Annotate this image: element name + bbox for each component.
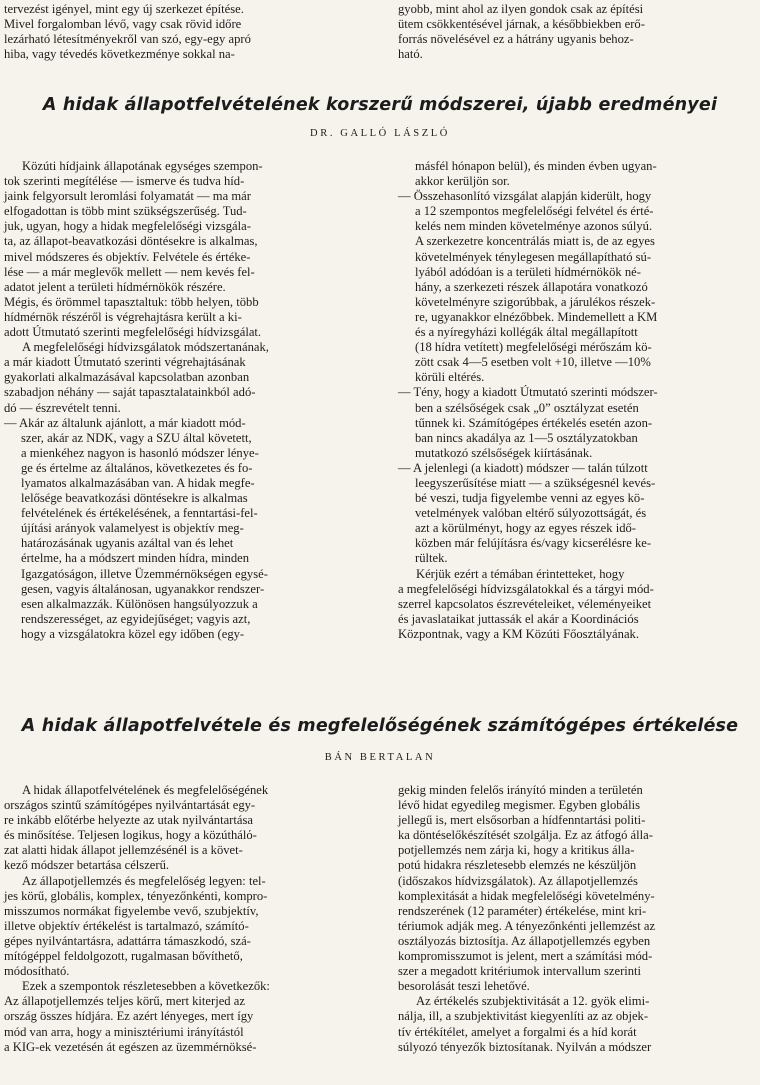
text-line: re inkább előtérbe helyezte az utak nyilvántartása	[4, 813, 253, 828]
text-line: A hidak állapotfelvételének és megfelelőségének	[22, 783, 269, 797]
text-line: szabadjon néhány — saját tapasztalatainkból adó-	[4, 385, 256, 400]
text-line: hány, a szerkezeti részek állapotára vonatkozó	[415, 279, 648, 294]
text-line: kező módszer betartása célszerű.	[4, 858, 170, 873]
text-line: és javaslataikat juttassák el akár a Koordinációs	[398, 611, 639, 626]
text-line: lyamatos alkalmazásában van. A hidak megfe-	[21, 475, 255, 490]
text-line: Mégis, és örömmel tapasztaltuk: több helyen, több	[4, 294, 259, 309]
text-line: lezárható létesítményekről van szó, egy-egy apró	[4, 32, 251, 47]
text-line: dó — észrevételt tenni.	[4, 400, 121, 415]
text-line: elfogadottan is több mint szükségszerűség. Tud-	[4, 204, 247, 219]
text-line: gépes nyilvántartásra, adattárra támaszkodó, szá-	[4, 933, 251, 948]
text-line: — Akár az általunk ajánlott, a már kiadott mód-	[4, 415, 246, 430]
text-line: körüli eltérés.	[415, 370, 485, 385]
text-line: zött csak 4—5 esetben volt +10, illetve —10%	[415, 355, 651, 370]
text-line: A szerkezetre koncentrálás miatt is, de az egyes	[415, 234, 655, 249]
text-line: jes körű, globális, komplex, tényezőnkénti, kompro-	[4, 888, 268, 903]
text-line: re, ugyanakkor elnézőbbek. Mindemellett a KM	[415, 309, 658, 324]
text-line: a megfelelőségi hídvizsgálatokkal és a tárgyi mód-	[398, 581, 654, 596]
text-line: zat alatti hidak állapot jellemzésénél is a követ-	[4, 843, 243, 858]
text-line: Mivel forgalomban lévő, vagy csak rövid időre	[4, 17, 242, 32]
text-line: Az értékelés szubjektivitását a 12. gyök elimi-	[416, 994, 650, 1009]
text-line: nálja, ill, a szubjektivitást kiegyenlíti az az objek-	[398, 1009, 649, 1024]
text-line: bé veszi, tudja figyelembe venni az egyes kö-	[415, 491, 645, 506]
text-line: ben a szélsőségek csak „0” osztályzat esetén	[415, 400, 639, 415]
text-line: gyobb, mint ahol az ilyen gondok csak az építési	[398, 2, 644, 16]
text-line: jaink felgyorsult leromlási folyamatát — ma már	[4, 189, 251, 204]
text-line: illetve objektív értékelést is tartalmazó, számító-	[4, 918, 249, 933]
text-line: módosítható.	[4, 964, 70, 979]
text-line: ge és értelme az általános, következetes és fo-	[21, 460, 253, 475]
text-line: adatot jelent a területi hídmérnökök részére.	[4, 279, 226, 294]
text-line: követelmények ténylegesen megállapítható sú-	[415, 249, 652, 264]
text-line: lelősége beavatkozási döntésekre is alkalmas	[21, 491, 248, 506]
text-line: jellegű is, mert elsősorban a hídfenntartási politi-	[398, 813, 646, 828]
text-line: besorolását teszi lehetővé.	[398, 979, 530, 994]
text-line: és a nyíregyházi kollégák által megállapított	[415, 325, 638, 340]
text-line: akkor kerüljön sor.	[415, 174, 510, 189]
text-line: Az állapotjellemzés és megfelelőség legyen: tel-	[22, 873, 266, 888]
article-2-left-column	[4, 783, 359, 1055]
text-line: értelme, ha a módszert minden hídra, minden	[21, 551, 250, 566]
text-line: felvételének és értékelésének, a fenntartási-fel-	[21, 506, 258, 521]
text-line: rendszerességet, az egyidejűséget; vagyis azt,	[21, 611, 251, 626]
text-line: potjellemzés nem zárja ki, hogy a kritikus álla-	[398, 843, 635, 858]
text-line: mivel módszeres és objektív. Felvétele és értéke-	[4, 249, 251, 264]
text-line: mítógéppel feldolgozott, rugalmasan bővíthető,	[4, 949, 243, 964]
article-2-title: A hidak állapotfelvétele és megfelelőségének számítógépes értékelése	[21, 716, 739, 736]
text-line: komplexitását a hidak megfelelőségi követelmény-	[398, 888, 655, 903]
article-1-left-column	[4, 159, 359, 642]
text-line: tervezést igényel, mint egy új szerkezet építése.	[4, 2, 244, 16]
text-line: követelményre szigorúbbak, a járulékos részek-	[415, 294, 656, 309]
text-line: A megfelelőségi hídvizsgálatok módszertanának,	[22, 340, 269, 355]
text-line: — Tény, hogy a kiadott Útmutató szerinti módszer-	[398, 385, 658, 400]
text-line: — Összehasonlító vizsgálat alapján kiderült, hogy	[398, 189, 652, 204]
text-line: azt a körülményt, hogy az egyes részek idő-	[415, 521, 637, 536]
text-line: lévő hidat egyedileg megismer. Egyben globális	[398, 798, 641, 813]
article-1-author: DR. GALLÓ LÁSZLÓ	[310, 128, 450, 139]
text-line: súlyozó tényezők biztosítanak. Nyilván a módszer	[398, 1039, 652, 1054]
text-line: másfél hónapon belül), és minden évben ugyan-	[415, 159, 657, 173]
article-1-right-column	[398, 159, 756, 642]
text-line: lyából adódóan is a területi hídmérnökök né-	[415, 264, 641, 279]
text-line: ütem csökkentésével járnak, a későbbiekben erő-	[398, 17, 645, 32]
text-line: a már kiadott Útmutató szerinti végrehajtásának	[4, 355, 246, 370]
text-line: hogy a vizsgálatokra közel egy időben (egy-	[21, 626, 245, 641]
text-line: misszumos normákat figyelembe vevő, szubjektív,	[4, 903, 259, 918]
text-line: Központnak, vagy a KM Közúti Főosztályának.	[398, 626, 639, 641]
text-line: esen alkalmazzák. Különösen hangsúlyozzuk a	[21, 596, 258, 611]
text-line: Igazgatóságon, illetve Üzemmérnökségen egysé-	[21, 566, 268, 581]
text-line: Az állapotjellemzés teljes körű, mert kiterjed az	[4, 994, 245, 1009]
text-line: a 12 szempontos megfelelőségi felvétel és érté-	[415, 204, 654, 219]
text-line: a KIG-ek vezetésén át egészen az üzemmérnöksé-	[4, 1039, 257, 1054]
top-left-column	[4, 2, 359, 62]
text-line: adott Útmutató szerinti megfelelőségi hídvizsgálat.	[4, 325, 262, 340]
text-line: szerrel kapcsolatos észrevételeiket, véleményeiket	[398, 596, 652, 611]
text-line: vetelmények valóban eltérő súlyozottságát, és	[415, 506, 647, 521]
text-line: kelés nem minden követelménye azonos súlyú.	[415, 219, 653, 234]
text-line: mód van arra, hogy a minisztériumi irányítástól	[4, 1024, 244, 1039]
text-line: közben már felújításra és/vagy kicserélésre ke-	[415, 536, 652, 551]
article-1-title: A hidak állapotfelvételének korszerű módszerei, újabb eredményei	[42, 95, 718, 115]
text-line: rendszerének (12 paraméter) értékelése, mint kri-	[398, 903, 647, 918]
article-2-author: BÁN BERTALAN	[324, 752, 436, 763]
text-line: országos szintű számítógépes nyilvántartását egy-	[4, 798, 256, 813]
text-line: újítási arányok valamelyest is objektív meg-	[21, 521, 244, 536]
text-line: forrás növelésével ez a hátrány ugyanis behoz-	[398, 32, 634, 47]
text-line: szer, akár az NDK, vagy a SZU által követett,	[21, 430, 252, 445]
text-line: rültek.	[415, 551, 448, 566]
text-line: (időszakos hídvizsgálatok). Az állapotjellemzés	[398, 873, 638, 888]
text-line: gesen, vagyis általánosan, ugyanakkor rendszer-	[21, 581, 265, 596]
text-line: hídmérnök részéről is végrehajtásra került a ki-	[4, 309, 242, 324]
text-line: ban nincs akadálya az 1—5 osztályzatokban	[415, 430, 638, 445]
text-line: tériumok adják meg. A tényezőnkénti jellemzést az	[398, 918, 656, 933]
text-line: leegyszerűsítése miatt — a szükségesnél kevés-	[415, 475, 656, 490]
text-line: tűnnek ki. Számítógépes értékelés esetén azon-	[415, 415, 653, 430]
text-line: ország összes hídjára. Ez azért lényeges, mert így	[4, 1009, 254, 1024]
text-line: ható.	[398, 47, 423, 62]
text-line: — A jelenlegi (a kiadott) módszer — talán túlzott	[398, 460, 648, 475]
text-line: gyakorlati alkalmazásával kapcsolatban azonban	[4, 370, 250, 385]
text-line: kompromisszumot is jelent, mert a számítási mód-	[398, 949, 653, 964]
text-line: tív értékítélet, amelyet a forgalmi és a híd korát	[398, 1024, 637, 1039]
text-line: ta, az állapot-beavatkozási döntésekre is alkalmas,	[4, 234, 258, 249]
text-line: gekig minden felelős irányító minden a területén	[398, 783, 643, 797]
text-line: Közúti hídjaink állapotának egységes szempon-	[22, 159, 263, 173]
text-line: szer a megadott kritériumok intervallum szerinti	[398, 964, 642, 979]
text-line: mutatkozó szélsőségek kiírtásának.	[415, 445, 593, 460]
text-line: osztályozás biztosítja. Az állapotjellemzés egyben	[398, 933, 651, 948]
text-line: Kérjük ezért a témában érintetteket, hogy	[416, 566, 625, 581]
text-line: ka döntéselőkészítését szolgálja. Ez az átfogó álla-	[398, 828, 653, 843]
text-line: tok szerinti megítélése — ismerve és tudva híd-	[4, 174, 245, 189]
text-line: lése — a már meglevők mellett — nem kevés fel-	[4, 264, 255, 279]
text-line: határozásának ugyanis azáltal van és lehet	[21, 536, 234, 551]
top-right-column	[398, 2, 753, 62]
text-line: (18 hídra vetített) megfelelőségi mérőszám kö-	[415, 340, 652, 355]
text-line: Ezek a szempontok részletesebben a következők:	[22, 979, 270, 994]
text-line: hiba, vagy tévedés következménye sokkal na-	[4, 47, 235, 62]
text-line: a mienkéhez nagyon is hasonló módszer lénye-	[21, 445, 259, 460]
text-line: és minősítése. Teljesen logikus, hogy a közúthálό-	[4, 828, 257, 843]
text-line: potú hidakra részletesebb elemzés ne készüljön	[398, 858, 637, 873]
article-2-right-column	[398, 783, 756, 1055]
text-line: juk, ugyan, hogy a hidak megfelelőségi vizsgála-	[4, 219, 251, 234]
